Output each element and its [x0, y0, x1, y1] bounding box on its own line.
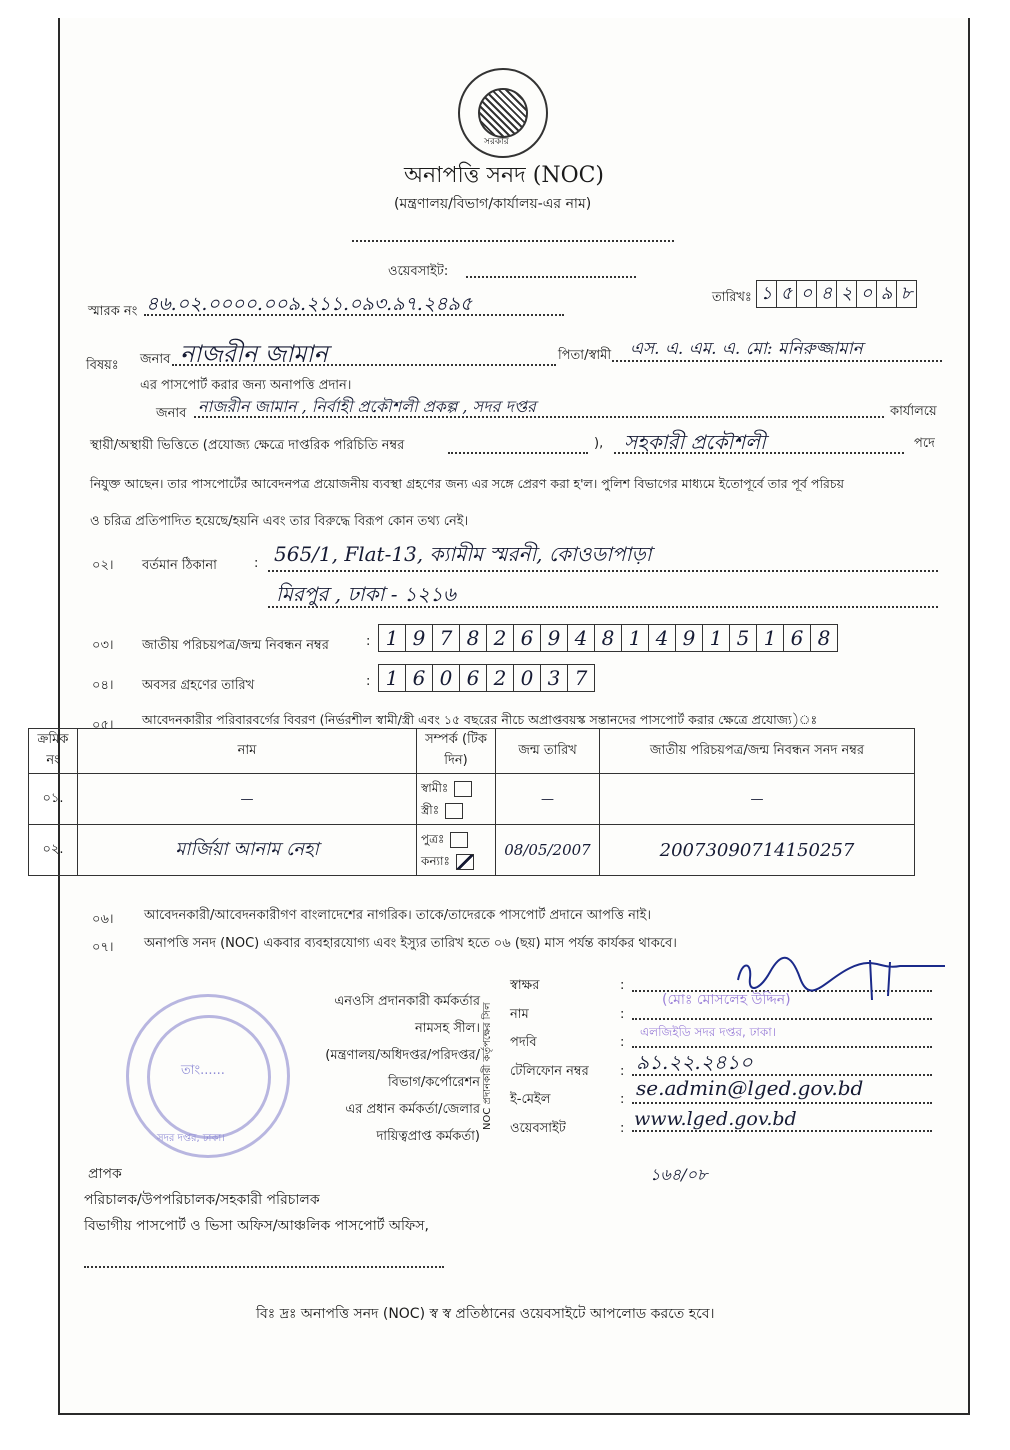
document-subtitle: (মন্ত্রণালয়/বিভাগ/কার্যালয়-এর নাম)	[394, 196, 592, 212]
digit-box: 2	[487, 665, 514, 691]
row-name: —	[78, 774, 417, 825]
relation-husband-label: স্বামীঃ	[421, 781, 449, 795]
website-value: www.lged.gov.bd	[634, 1108, 797, 1130]
recipient-label: প্রাপক	[88, 1166, 122, 1182]
digit-box: 6	[514, 625, 541, 651]
colon: :	[620, 1035, 625, 1050]
sir2-label: জনাব	[156, 406, 187, 421]
digit-box: ০	[857, 281, 877, 307]
digit-box: ১	[757, 281, 777, 307]
field-label-website: ওয়েবসাইট	[510, 1120, 566, 1136]
colon: :	[620, 1092, 625, 1107]
website-label: ওয়েবসাইট:	[388, 264, 449, 279]
retire-colon: :	[366, 674, 371, 689]
digit-box: 8	[460, 625, 487, 651]
row-relation	[417, 774, 496, 825]
issuer-line: বিভাগ/কর্পোরেশন	[387, 1075, 480, 1090]
issuer-colons	[620, 972, 624, 1143]
recipient-address-line	[84, 1266, 444, 1268]
digit-box: 7	[574, 666, 588, 690]
nid-label: জাতীয় পরিচয়পত্র/জন্ম নিবন্ধন নম্বর	[142, 638, 329, 653]
applicant-name: নাজরীন জামান	[180, 340, 328, 368]
digit-box: 7	[433, 625, 460, 651]
row-serial: ০২.	[29, 825, 78, 876]
stamp-center-text: তাং......	[181, 1063, 225, 1078]
item-03-number: ০৩।	[92, 638, 114, 653]
document-title: অনাপত্তি সনদ (NOC)	[404, 163, 605, 188]
father-line	[612, 360, 942, 362]
field-label-designation: পদবি	[510, 1035, 537, 1050]
colon: :	[620, 1063, 625, 1079]
office-value: নাজরীন জামান , নির্বাহী প্রকৌশলী প্রকল্প , সদর দপ্তর	[198, 397, 536, 416]
digit-box: ৯	[877, 281, 897, 307]
digit-box: 0	[514, 665, 541, 691]
relation-daughter-label: কন্যাঃ	[421, 854, 450, 868]
recipient-line-1: পরিচালক/উপপরিচালক/সহকারী পরিচালক	[84, 1192, 320, 1208]
noc-seal-vertical-label: NOC প্রদানকারী কর্তৃপক্ষের সিল	[482, 1002, 493, 1130]
digit-box: 8	[817, 626, 831, 650]
col-dob: জন্ম তারিখ	[496, 729, 600, 774]
colon: :	[620, 1120, 625, 1136]
col-id: জাতীয় পরিচয়পত্র/জন্ম নিবন্ধন সনদ নম্বর	[600, 729, 915, 774]
table-row	[29, 774, 915, 825]
item-05-number: ০৫।	[92, 718, 114, 733]
digit-box: ০	[797, 281, 817, 307]
subject-line2: এর পাসপোর্ট করার জন্য অনাপত্তি প্রদান।	[140, 378, 352, 393]
website-line	[466, 276, 636, 278]
address-line-2: মিরপুর , ঢাকা - ১২১৬	[276, 582, 456, 606]
ministry-name-line	[352, 240, 674, 242]
digit-box: 5	[730, 625, 757, 651]
digit-box: 1	[379, 665, 406, 691]
digit-box: 6	[406, 665, 433, 691]
digit-box: 1	[622, 625, 649, 651]
col-relation: সম্পর্ক (টিক দিন)	[417, 729, 496, 774]
post-value: সহকারী প্রকৌশলী	[624, 430, 766, 454]
issuer-line: (মন্ত্রণালয়/অধিদপ্তর/পরিদপ্তর/	[325, 1048, 480, 1063]
colon: :	[620, 1006, 625, 1022]
colon: :	[620, 978, 625, 993]
basis-text: স্থায়ী/অস্থায়ী ভিত্তিতে (প্রযোজ্য ক্ষেত্রে দাপ্তরিক পরিচিতি নম্বর	[90, 438, 405, 453]
digit-box: ৮	[900, 283, 913, 304]
field-label-phone: টেলিফোন নম্বর	[510, 1063, 589, 1079]
item-04-number: ০৪।	[92, 678, 114, 693]
initial-note: ১৬৪/০৮	[650, 1165, 708, 1184]
office-label: কার্যালয়ে	[890, 404, 937, 419]
address-line-1: 565/1, Flat-13, ক্যামীম স্মরনী, কোওডাপাড়া	[274, 542, 652, 566]
field-label-email: ই-মেইল	[510, 1092, 551, 1107]
paragraph-2: ও চরিত্র প্রতিপাদিত হয়েছে/হয়নি এবং তার বিরুদ্ধে বিরূপ কোন তথ্য নেই।	[90, 514, 469, 529]
note-07: অনাপত্তি সনদ (NOC) একবার ব্যবহারযোগ্য এবং ইস্যুর তারিখ হতে ০৬ (ছয়) মাস পর্যন্ত কার্যকর থাকবে।	[144, 936, 677, 951]
digit-box: 3	[541, 665, 568, 691]
date-label: তারিখঃ	[712, 290, 752, 305]
email-line	[632, 1102, 932, 1104]
issuer-description	[325, 988, 480, 1150]
row-dob: —	[496, 774, 600, 825]
digit-box: 1	[379, 625, 406, 651]
relation-son-checkbox[interactable]	[450, 832, 468, 848]
digit-box: 9	[406, 625, 433, 651]
issuer-designation-stamp: এলজিইডি সদর দপ্তর, ঢাকা।	[640, 1025, 777, 1039]
id-line	[448, 452, 588, 454]
father-value: এস. এ. এম. এ. মো: মনিরুজ্জামান	[630, 339, 863, 359]
basis-close: ),	[594, 436, 604, 451]
field-label-name: নাম	[510, 1006, 529, 1022]
issuer-line: নামসহ সীল।	[415, 1021, 480, 1036]
digit-box: 1	[703, 625, 730, 651]
digit-box: 6	[460, 665, 487, 691]
relation-daughter-checkbox[interactable]	[456, 854, 474, 870]
website-field-line	[632, 1130, 932, 1132]
item-07-number: ০৭।	[92, 940, 114, 955]
note-06: আবেদনকারী/আবেদনকারীগণ বাংলাদেশের নাগরিক। তাকে/তাদেরকে পাসপোর্ট প্রদানে আপত্তি নাই।	[144, 908, 652, 923]
digit-box: 6	[784, 625, 811, 651]
digit-box: ৪	[817, 281, 837, 307]
address-dots-1	[268, 570, 938, 572]
emblem-label: সরকার	[484, 137, 509, 147]
sir-label: জনাব	[140, 352, 171, 367]
retire-boxes	[378, 664, 595, 692]
stamp-ring-text: সদর দপ্তর, ঢাকা।	[157, 1133, 225, 1144]
row-relation	[417, 825, 496, 876]
digit-box: 0	[433, 665, 460, 691]
item-02-number: ০২।	[92, 558, 114, 573]
memo-value: ৪৬.০২.০০০০.০০৯.২১১.০৯৩.৯৭.২৪৯৫	[146, 293, 473, 315]
government-emblem-icon	[458, 68, 548, 158]
relation-husband-checkbox[interactable]	[454, 781, 472, 797]
issuer-line: দায়িত্বপ্রাপ্ত কর্মকর্তা)	[376, 1129, 480, 1144]
address-label: বর্তমান ঠিকানা	[142, 558, 217, 573]
address-dots-2	[268, 606, 938, 608]
subject-label: বিষয়ঃ	[86, 358, 119, 373]
issuer-line: এর প্রধান কর্মকর্তা/জেলার	[345, 1102, 480, 1117]
field-label-signature: স্বাক্ষর	[510, 978, 540, 993]
row-id: 20073090714150257	[600, 825, 915, 876]
row-name: মার্জিয়া আনাম নেহা	[78, 825, 417, 876]
digit-box: 1	[757, 625, 784, 651]
post-label: পদে	[914, 436, 935, 451]
digit-box: 4	[568, 625, 595, 651]
footer-note: বিঃ দ্রঃ অনাপত্তি সনদ (NOC) স্ব স্ব প্রতিষ্ঠানের ওয়েবসাইটে আপলোড করতে হবে।	[256, 1306, 715, 1322]
nid-colon: :	[366, 634, 371, 649]
digit-box: ৫	[777, 281, 797, 307]
digit-box: ২	[837, 281, 857, 307]
item-06-number: ০৬।	[92, 912, 114, 927]
date-boxes	[756, 280, 917, 308]
relation-son-label: পুত্রঃ	[421, 832, 445, 846]
table-row	[29, 825, 915, 876]
row-serial: ০১.	[29, 774, 78, 825]
relation-wife-label: স্ত্রীঃ	[421, 803, 440, 817]
phone-value: ৯১.২২.২৪১০	[636, 1050, 753, 1074]
col-name: নাম	[78, 729, 417, 774]
digit-box: 2	[487, 625, 514, 651]
email-value: se.admin@lged.gov.bd	[636, 1076, 864, 1100]
retire-label: অবসর গ্রহণের তারিখ	[142, 678, 255, 693]
name-field-line	[632, 1018, 932, 1020]
digit-box: 9	[541, 625, 568, 651]
address-colon: :	[254, 556, 259, 571]
digit-box: 9	[676, 625, 703, 651]
issuer-line: এনওসি প্রদানকারী কর্মকর্তার	[334, 994, 480, 1009]
name-line	[172, 364, 556, 366]
row-id: —	[600, 774, 915, 825]
digit-box: 4	[649, 625, 676, 651]
recipient-line-2: বিভাগীয় পাসপোর্ট ও ভিসা অফিস/আঞ্চলিক পাসপোর্ট অফিস,	[84, 1218, 429, 1234]
family-table	[28, 728, 915, 876]
issuer-field-labels	[510, 972, 589, 1143]
issuer-name-stamp: (মোঃ মোসলেহ উদ্দিন)	[662, 992, 791, 1008]
col-serial: ক্রমিক নং	[29, 729, 78, 774]
row-dob: 08/05/2007	[496, 825, 600, 876]
memo-label: স্মারক নং	[88, 304, 138, 319]
office-line	[194, 416, 884, 418]
relation-wife-checkbox[interactable]	[445, 803, 463, 819]
memo-line	[144, 314, 564, 316]
paragraph-1: নিযুক্ত আছেন। তার পাসপোর্টের আবেদনপত্র প্রয়োজনীয় ব্যবস্থা গ্রহণের জন্য এর সঙ্গে প্রেরণ করা হ'ল। পুলিশ বিভাগের মাধ্যমে ইতোপূর্বে তার পূর্ব পরিচয়	[90, 476, 845, 491]
father-label: পিতা/স্বামী	[558, 348, 612, 363]
office-seal-stamp	[126, 994, 290, 1158]
post-line	[614, 452, 904, 454]
digit-box: 8	[595, 625, 622, 651]
nid-boxes	[378, 624, 838, 652]
family-label: আবেদনকারীর পরিবারবর্গের বিবরণ (নির্ভরশীল স্বামী/স্ত্রী এবং ১৫ বছরের নীচে অপ্রাপ্তবয়স্ক সন্তানদের পাসপোর্ট করার ক্ষেত্রে প্রযোজ্য)ঃ	[142, 712, 818, 727]
